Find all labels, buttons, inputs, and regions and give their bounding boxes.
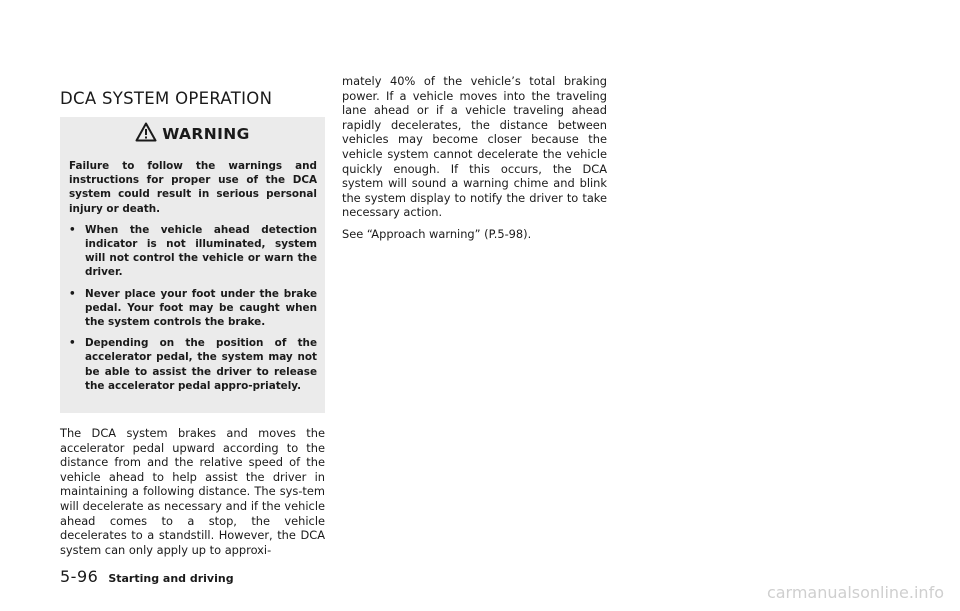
bullet-marker: •: [69, 287, 76, 300]
warning-body: [69, 159, 317, 393]
body-column-right: [342, 74, 607, 242]
warning-box: [60, 117, 325, 413]
section-heading: DCA SYSTEM OPERATION: [60, 89, 273, 108]
warning-bullet: [69, 223, 317, 280]
warning-triangle-icon: [135, 122, 157, 146]
warning-bullet: [69, 336, 317, 393]
cross-reference: See “Approach warning” (P.5-98).: [342, 226, 532, 241]
page-number: 5-96: [60, 567, 99, 586]
watermark: carmanualsonline.info: [766, 583, 944, 602]
warning-header: [60, 117, 325, 151]
warning-intro: Failure to follow the warnings and instructions for proper use of the DCA system could result in serious personal injury or death.: [69, 160, 317, 215]
page-footer: [60, 567, 234, 586]
body-paragraph: mately 40% of the vehicle’s total braking power. If a vehicle moves into the traveling lane ahead or if a vehicle traveling ahead rapidly decelerates, the distance between vehicles may become closer because the vehicle system cannot decelerate the vehicle quickly enough. If this occurs, the DCA system will sound a warning chime and blink the system display to notify the driver to take necessary action.: [342, 74, 607, 220]
warning-bullet-text: Never place your foot under the brake pedal. Your foot may be caught when the system controls the brake.: [85, 287, 317, 329]
warning-bullet-text: When the vehicle ahead detection indicator is not illuminated, system will not control the vehicle or warn the driver.: [85, 223, 317, 279]
body-paragraph-left: [60, 426, 325, 557]
warning-title: WARNING: [162, 125, 250, 143]
footer-section-title: Starting and driving: [108, 572, 234, 585]
warning-bullet-text: Depending on the position of the accelerator pedal, the system may not be able to assist the driver to release the accelerator pedal appro-priately.: [85, 337, 317, 392]
body-paragraph: The DCA system brakes and moves the accelerator pedal upward according to the distance from and the relative speed of the vehicle ahead to help assist the driver in maintaining a following distance. The sys-tem will decelerate as necessary and if the vehicle ahead comes to a stop, the vehicle decelerates to a standstill. However, the DCA system can only apply up to approxi-: [60, 426, 325, 557]
warning-bullet: [69, 287, 317, 330]
bullet-marker: •: [69, 223, 76, 236]
bullet-marker: •: [69, 337, 76, 350]
